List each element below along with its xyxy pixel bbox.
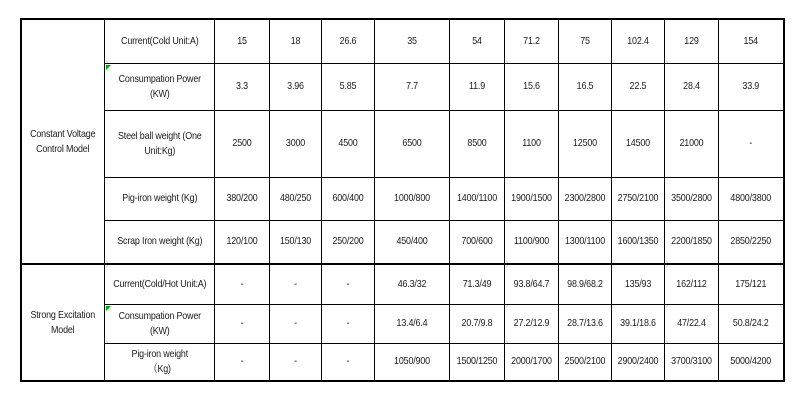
row-label-cell (104, 220, 215, 264)
value-cell (450, 220, 505, 264)
value-text: 71.2 (523, 34, 540, 47)
value-cell (665, 220, 719, 264)
value-cell (270, 264, 322, 304)
value-cell (665, 264, 719, 304)
value-cell (375, 304, 450, 343)
value-text: 33.9 (742, 80, 760, 93)
value-cell (322, 110, 375, 177)
value-text: 380/200 (226, 192, 258, 205)
value-text: - (240, 317, 244, 330)
value-cell (665, 304, 719, 343)
value-cell (612, 304, 665, 343)
value-cell (505, 177, 559, 220)
value-cell (215, 304, 270, 343)
value-text: 39.1/18.6 (620, 317, 656, 330)
value-text: 250/200 (332, 235, 364, 248)
row-label-cell (104, 63, 215, 110)
value-cell (665, 110, 719, 177)
value-cell (612, 343, 665, 381)
value-cell (665, 63, 719, 110)
value-cell (322, 343, 375, 381)
value-text: 1400/1100 (457, 192, 498, 205)
value-cell (559, 343, 612, 381)
row-label-line: (KW) (149, 324, 170, 337)
value-text: 28.4 (683, 80, 700, 93)
value-cell (505, 304, 559, 343)
row-label-line: (KW) (149, 87, 170, 100)
group-label-cell (21, 264, 104, 381)
value-text: 2300/2800 (564, 192, 606, 205)
row-label-cell (104, 110, 215, 177)
value-cell (505, 343, 559, 381)
value-text: 175/121 (735, 277, 767, 290)
value-cell (612, 110, 665, 177)
value-cell (612, 63, 665, 110)
value-cell (450, 343, 505, 381)
value-cell (505, 110, 559, 177)
value-cell (719, 19, 784, 63)
row-label-cell (104, 19, 215, 63)
value-text: 600/400 (332, 192, 364, 205)
table-row (21, 177, 784, 220)
value-cell (322, 19, 375, 63)
value-cell (719, 63, 784, 110)
value-cell (450, 63, 505, 110)
value-text: 480/250 (280, 192, 312, 205)
row-label-line: Consumpation Power (118, 72, 201, 85)
value-text: 2500/2100 (564, 355, 606, 368)
table-row (21, 343, 784, 381)
value-cell (505, 220, 559, 264)
value-cell (612, 264, 665, 304)
value-cell (322, 177, 375, 220)
value-cell (322, 63, 375, 110)
value-text: 8500 (467, 137, 487, 150)
value-text: 26.6 (339, 34, 357, 47)
value-cell (375, 19, 450, 63)
value-text: - (294, 317, 297, 330)
value-text: 5000/4200 (730, 355, 772, 368)
value-text: 6500 (402, 137, 422, 150)
value-cell (719, 220, 784, 264)
value-text: 4800/3800 (730, 192, 772, 205)
value-text: 2200/1850 (671, 235, 712, 248)
value-cell (450, 177, 505, 220)
value-text: 15.6 (523, 80, 540, 93)
group-label-line: Strong Excitation (30, 308, 96, 321)
spec-table-body (21, 19, 784, 381)
value-cell (322, 304, 375, 343)
row-label-line: （Kg) (148, 362, 171, 375)
value-text: - (240, 277, 244, 290)
value-text: 47/22.4 (677, 317, 706, 330)
value-text: 7.7 (406, 80, 419, 93)
row-label-line: Unit:Kg) (143, 144, 175, 157)
value-cell (450, 19, 505, 63)
value-cell (559, 63, 612, 110)
value-cell (270, 110, 322, 177)
group-label-line: Constant Voltage (30, 127, 96, 140)
value-cell (612, 19, 665, 63)
value-text: - (240, 355, 244, 368)
value-text: 120/100 (226, 235, 258, 248)
value-cell (559, 110, 612, 177)
value-text: 93.8/64.7 (513, 277, 550, 290)
value-text: 20.7/9.8 (461, 317, 493, 330)
table-row (21, 304, 784, 343)
value-text: - (346, 317, 350, 330)
value-text: 135/93 (624, 277, 652, 290)
value-cell (215, 264, 270, 304)
value-cell (270, 304, 322, 343)
value-text: 150/130 (280, 235, 312, 248)
value-text: 14500 (626, 137, 651, 150)
value-text: 35 (407, 34, 417, 47)
group-label-cell (21, 19, 104, 264)
value-cell (559, 19, 612, 63)
value-text: 75 (580, 34, 590, 47)
value-text: - (346, 355, 350, 368)
value-text: 700/600 (461, 235, 493, 248)
value-text: 12500 (573, 137, 598, 150)
value-text: 3700/3100 (671, 355, 712, 368)
value-cell (215, 343, 270, 381)
value-text: 3.3 (236, 80, 249, 93)
value-cell (270, 220, 322, 264)
value-cell (322, 220, 375, 264)
value-text: 1000/800 (394, 192, 431, 205)
value-text: 2500 (232, 137, 252, 150)
value-text: 16.5 (576, 80, 594, 93)
value-text: 71.3/49 (462, 277, 492, 290)
value-text: 4500 (338, 137, 358, 150)
value-text: 1100/900 (513, 235, 550, 248)
value-cell (612, 177, 665, 220)
value-text: - (749, 137, 753, 150)
value-cell (719, 110, 784, 177)
value-text: 1100 (522, 137, 541, 150)
value-text: 3.96 (287, 80, 304, 93)
value-cell (505, 264, 559, 304)
value-cell (450, 264, 505, 304)
group-label-line: Control Model (36, 142, 90, 155)
group-label-line: Model (51, 323, 75, 336)
value-text: 15 (237, 34, 247, 47)
value-cell (612, 220, 665, 264)
value-cell (375, 110, 450, 177)
value-cell (559, 304, 612, 343)
value-text: 2850/2250 (730, 235, 772, 248)
value-cell (665, 19, 719, 63)
row-label-cell (104, 343, 215, 381)
value-text: 450/400 (396, 235, 428, 248)
spec-table-container (20, 18, 785, 382)
row-label-line: Steel ball weight (One (117, 129, 202, 142)
value-text: 1900/1500 (511, 192, 552, 205)
value-text: 21000 (679, 137, 704, 150)
value-cell (665, 177, 719, 220)
value-cell (270, 177, 322, 220)
value-text: 98.9/68.2 (567, 277, 603, 290)
row-label-line: Pig-iron weight (Kg) (121, 192, 197, 205)
value-text: 3500/2800 (671, 192, 712, 205)
value-text: 13.4/6.4 (396, 317, 428, 330)
value-cell (559, 177, 612, 220)
spec-table (20, 18, 785, 382)
value-text: 46.3/32 (397, 277, 427, 290)
row-label-line: Current(Cold Unit:A) (120, 34, 199, 47)
value-cell (215, 19, 270, 63)
value-text: 162/112 (676, 277, 707, 290)
value-text: 2000/1700 (511, 355, 552, 368)
value-text: 2750/2100 (617, 192, 659, 205)
value-cell (375, 343, 450, 381)
value-text: 27.2/12.9 (513, 317, 550, 330)
value-cell (215, 63, 270, 110)
value-cell (215, 220, 270, 264)
value-cell (270, 63, 322, 110)
value-text: 5.85 (339, 80, 357, 93)
value-cell (215, 177, 270, 220)
value-cell (375, 264, 450, 304)
row-label-line: Consumpation Power (118, 309, 201, 322)
row-label-line: Scrap Iron weight (Kg) (116, 235, 202, 248)
value-text: 1300/1100 (565, 235, 606, 248)
table-row (21, 63, 784, 110)
value-cell (505, 19, 559, 63)
value-text: 102.4 (627, 34, 649, 47)
value-text: 1600/1350 (617, 235, 659, 248)
value-text: 1500/1250 (456, 355, 498, 368)
value-text: 2900/2400 (617, 355, 659, 368)
table-row (21, 110, 784, 177)
value-cell (719, 343, 784, 381)
row-label-cell (104, 177, 215, 220)
value-cell (322, 264, 375, 304)
value-cell (719, 304, 784, 343)
value-cell (719, 264, 784, 304)
value-text: 28.7/13.6 (567, 317, 603, 330)
value-text: - (346, 277, 350, 290)
value-cell (559, 220, 612, 264)
value-text: 3000 (285, 137, 306, 150)
value-cell (559, 264, 612, 304)
value-cell (450, 110, 505, 177)
value-cell (450, 304, 505, 343)
table-row (21, 19, 784, 63)
value-text: 154 (743, 34, 759, 47)
value-text: 129 (684, 34, 699, 47)
value-text: 18 (290, 34, 301, 47)
table-row (21, 264, 784, 304)
value-cell (215, 110, 270, 177)
value-text: 50.8/24.2 (732, 317, 769, 330)
value-cell (270, 19, 322, 63)
row-label-line: Pig-iron weight (131, 348, 188, 361)
value-cell (505, 63, 559, 110)
value-text: - (294, 277, 297, 290)
value-cell (375, 63, 450, 110)
value-cell (719, 177, 784, 220)
value-text: - (294, 355, 297, 368)
value-text: 1050/900 (394, 355, 431, 368)
value-cell (665, 343, 719, 381)
cell-error-flag-icon (106, 306, 111, 311)
row-label-cell (104, 264, 215, 304)
value-text: 22.5 (629, 80, 647, 93)
value-cell (375, 220, 450, 264)
value-cell (270, 343, 322, 381)
row-label-line: Current(Cold/Hot Unit:A) (112, 277, 206, 290)
value-text: 11.9 (469, 80, 486, 93)
row-label-cell (104, 304, 215, 343)
value-cell (375, 177, 450, 220)
table-row (21, 220, 784, 264)
value-text: 54 (472, 34, 482, 47)
cell-error-flag-icon (106, 65, 111, 70)
